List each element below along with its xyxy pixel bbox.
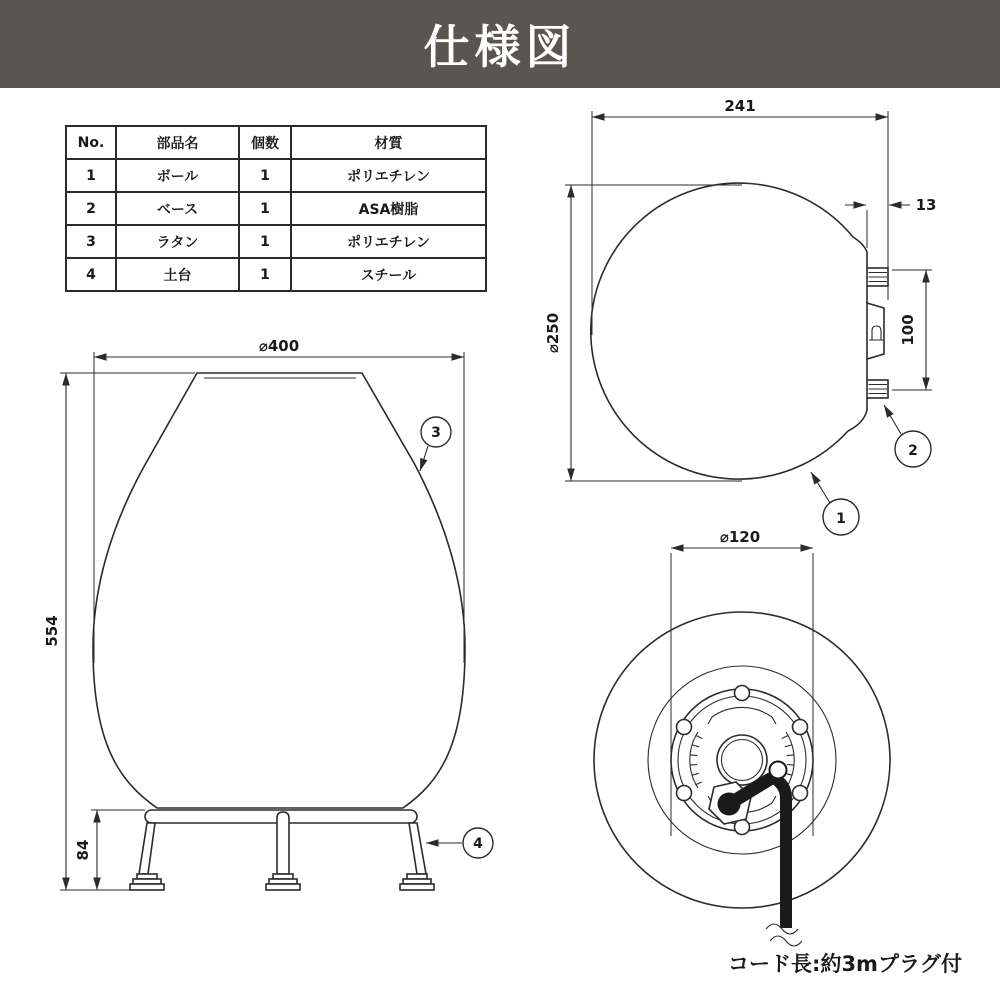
dimension-side-width xyxy=(592,97,888,335)
cell-no: 3 xyxy=(66,225,116,258)
callout-4-balloon xyxy=(426,828,493,858)
stand-drawing xyxy=(130,810,434,890)
dim-ball-diameter-label: ⌀250 xyxy=(544,312,562,354)
dim-leg-height-label: 84 xyxy=(74,839,92,861)
bottom-view-drawing xyxy=(594,528,962,976)
cell-part: ボール xyxy=(116,159,239,192)
col-header-qty: 個数 xyxy=(239,126,291,159)
callout-2-balloon xyxy=(884,405,931,467)
ball-side-outline xyxy=(591,183,853,479)
dim-front-height-label: 554 xyxy=(43,615,61,647)
cell-qty: 1 xyxy=(239,225,291,258)
dim-base-diameter-label: ⌀120 xyxy=(719,528,761,546)
page-title: 仕様図 xyxy=(423,20,577,74)
cell-qty: 1 xyxy=(239,258,291,291)
cell-no: 4 xyxy=(66,258,116,291)
base-mount-tabs xyxy=(867,268,888,398)
cell-part: ベース xyxy=(116,192,239,225)
cell-no: 1 xyxy=(66,159,116,192)
callout-3-balloon xyxy=(420,417,451,471)
callout-3-number: 3 xyxy=(431,425,441,441)
col-header-no: No. xyxy=(66,126,116,159)
cell-no: 2 xyxy=(66,192,116,225)
dimension-ball-diameter xyxy=(544,185,742,481)
cell-material: ポリエチレン xyxy=(291,159,486,192)
cord-length-note: コード長:約3mプラグ付 xyxy=(728,952,962,976)
cell-material: ポリエチレン xyxy=(291,225,486,258)
cell-material: スチール xyxy=(291,258,486,291)
col-header-part: 部品名 xyxy=(116,126,239,159)
dim-tab-offset-label: 13 xyxy=(915,196,937,214)
cell-material: ASA樹脂 xyxy=(291,192,486,225)
cell-part: 土台 xyxy=(116,258,239,291)
callout-1-balloon xyxy=(811,472,859,535)
callout-2-number: 2 xyxy=(908,443,918,459)
dim-base-height-label: 100 xyxy=(899,314,917,346)
dim-side-width-label: 241 xyxy=(724,97,756,115)
callout-1-number: 1 xyxy=(836,511,846,527)
power-cord-drawing xyxy=(709,762,802,947)
dimension-leg-height xyxy=(74,810,145,890)
dim-front-width-label: ⌀400 xyxy=(258,337,300,355)
lamp-body-outline xyxy=(93,373,465,808)
dimension-base-height xyxy=(892,270,932,390)
callout-4-number: 4 xyxy=(473,836,483,852)
col-header-material: 材質 xyxy=(291,126,486,159)
cell-qty: 1 xyxy=(239,159,291,192)
front-view-drawing xyxy=(43,337,493,890)
cell-qty: 1 xyxy=(239,192,291,225)
side-view-drawing xyxy=(544,97,936,535)
cell-part: ラタン xyxy=(116,225,239,258)
